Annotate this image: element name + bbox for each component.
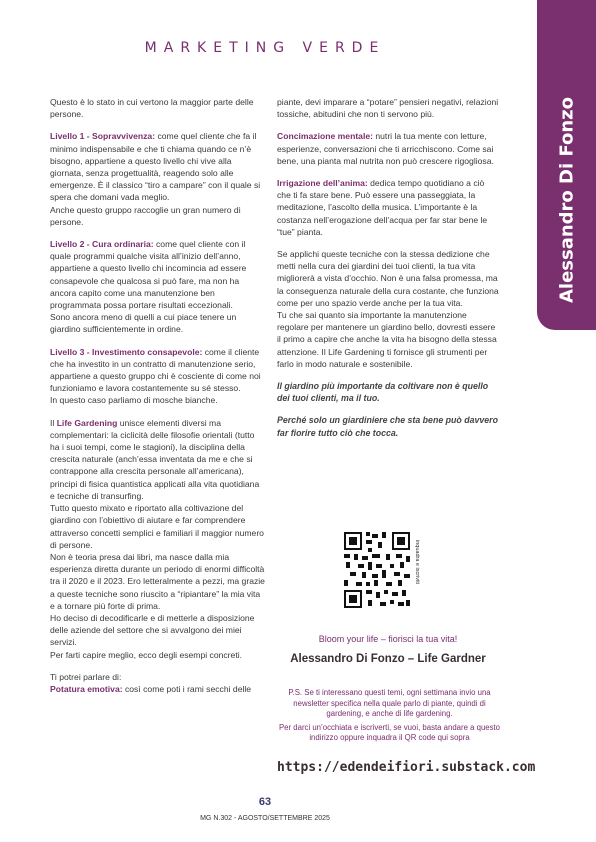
level2-note: Sono ancora meno di quelli a cui piace tenere un giardino sufficientemente in ordine.: [50, 312, 237, 335]
postscript-line-2: Per darci un’occhiata e iscriverti, se vuoi, basta andare a questo indirizzo oppure inquadra il QR code qui sopra: [278, 722, 501, 742]
postscript: [277, 688, 502, 744]
level2-text: come quel cliente con il quale programmi qualche visita all’inizio dell’anno, appartiene a questo livello chi incomincia ad essere consapevole che qualcosa si può fare, ma non ha ancora capito come una manutenzione ben programmata possa portare risultati eccezionali.: [50, 239, 247, 311]
quote-two: Perché solo un giardiniere che sta bene può davvero far fiorire tutto ciò che tocca.: [277, 415, 498, 438]
concimazione-label: Concimazione mentale:: [277, 131, 373, 142]
potatura-paragraph: [50, 683, 265, 695]
newsletter-link[interactable]: https://edendeifiori.substack.com: [277, 760, 536, 775]
life-gardening-before: Il: [50, 417, 57, 428]
know-paragraph: Tu che sai quanto sia importante la manutenzione regolare per mantenere un giardino bello, dovresti essere il primo a capire che anche la vita ha bisogno della stessa attenzione. Il Life Gardening ti fornisce gli strumenti per farlo in modo naturale e sostenibile.: [277, 310, 497, 369]
examples-intro: Ti potrei parlare di:: [50, 671, 122, 682]
left-column: [50, 96, 265, 705]
life-gardening-p5: Per farti capire meglio, ecco degli esempi concreti.: [50, 649, 243, 660]
quote-one: Il giardino più importante da coltivare non è quello dei tuoi clienti, ma il tuo.: [277, 381, 489, 404]
life-gardening-paragraph: [50, 417, 265, 502]
irrigazione-text: dedica tempo quotidiano a ciò che ti fa stare bene. Può essere una passeggiata, la meditazione, l’ascolto della musica. L’importante è la costanza nell’erogazione dell’acqua per far star bene le “tue” pianta.: [277, 178, 488, 237]
level3-label: Livello 3 - Investimento consapevole:: [50, 346, 203, 357]
level2-label: Livello 2 - Cura ordinaria:: [50, 239, 154, 250]
potatura-text: così come poti i rami secchi delle: [122, 683, 252, 694]
section-header: MARKETING VERDE: [144, 40, 386, 56]
right-column: [277, 96, 499, 449]
life-gardening-p3: Non è teoria presa dai libri, ma nasce dalla mia esperienza diretta durante un periodo di enormi difficoltà tra il 2020 e il 2023. Ero letteralmente a pezzi, ma grazie a queste tecniche sono riuscito a “ripiantare” la mia vita e a tornare più forte di prima.: [50, 551, 265, 611]
level2-paragraph: [50, 238, 265, 311]
level3-paragraph: [50, 346, 265, 395]
apply-paragraph: Se applichi queste tecniche con la stessa dedizione che metti nella cura dei giardini dei tuoi clienti, la tua vita migliorerà a vista d’occhio. Non è una falsa promessa, ma la conseguenza naturale della cura costante, che funziona come per uno spazio verde anche per la tua vita.: [277, 249, 499, 308]
qr-code[interactable]: [342, 530, 412, 610]
level1-text: come quel cliente che fa il minimo indispensabile e che ti chiama quando ce n’è bisogno, appartiene a questo livello chi vive alla giornata, senza progettualità, reagendo solo alle emergenze. È il classico “tiro a campare” con il quale si spera che domani vada meglio.: [50, 131, 261, 203]
life-gardening-text: unisce elementi diversi ma complementari: la ciclicità delle filosofie orientali (tutto ha i suoi tempi, come le stagioni), la disciplina della crescita naturale (anch’essa inventata da me e che si contrappone alla crescita personale all’americana), principi di fisica quantistica applicati alla vita quotidiana e tecniche di transurfing.: [50, 417, 260, 501]
issue-footer: MG N.302 - AGOSTO/SETTEMBRE 2025: [200, 815, 330, 822]
life-gardening-p2: Tutto questo mixato e riportato alla coltivazione del giardino con l’obiettivo di aiutare e far comprendere attraverso concetti semplici e familiari il maggior numero di persone.: [50, 503, 264, 550]
level3-note: In questo caso parliamo di mosche bianche.: [50, 395, 218, 406]
potatura-label: Potatura emotiva:: [50, 683, 123, 694]
postscript-line-1: P.S. Se ti interessano questi temi, ogni settimana invio una newsletter specifica nella quale parlo di piante, quindi di gardening, e anche di life gardening.: [288, 688, 491, 718]
level1-paragraph: [50, 130, 265, 203]
irrigazione-label: Irrigazione dell’anima:: [277, 178, 368, 189]
page-number: 63: [258, 796, 272, 808]
potatura-continued: piante, devi imparare a “potare” pensieri negativi, relazioni tossiche, abitudini che non ti servono più.: [277, 97, 499, 120]
side-tab-author-name: Alessandro Di Fonzo: [556, 96, 577, 304]
intro-paragraph: Questo è lo stato in cui vertono la maggior parte delle persone.: [50, 97, 254, 120]
concimazione-text: nutri la tua mente con letture, esperienze, conversazioni che ti arricchiscono. Come sai bene, una pianta mal nutrita non può crescere rigogliosa.: [277, 131, 494, 166]
level3-text: come il cliente che ha investito in un contratto di manutenzione serio, appartiene a questo gruppo chi è cosciente di come noi funzioniamo e lavora costantemente su sé stesso.: [50, 346, 261, 394]
level1-label: Livello 1 - Sopravvivenza:: [50, 131, 156, 142]
concimazione-paragraph: [277, 130, 499, 167]
qr-caption: inquadra e iscriviti: [414, 540, 420, 585]
author-side-tab: [537, 0, 596, 330]
level1-note: Anche questo gruppo raccoglie un gran numero di persone.: [50, 204, 241, 227]
irrigazione-paragraph: [277, 177, 499, 238]
tagline: Bloom your life – fiorisci la tua vita!: [318, 634, 458, 644]
life-gardening-label: Life Gardening: [56, 417, 118, 428]
life-gardening-p4: Ho deciso di decodificarle e di metterle a disposizione delle aziende del settore che si avvalgono dei miei servizi.: [50, 612, 255, 648]
qr-code-icon: [342, 530, 412, 610]
author-signature: Alessandro Di Fonzo – Life Gardner: [290, 653, 486, 665]
